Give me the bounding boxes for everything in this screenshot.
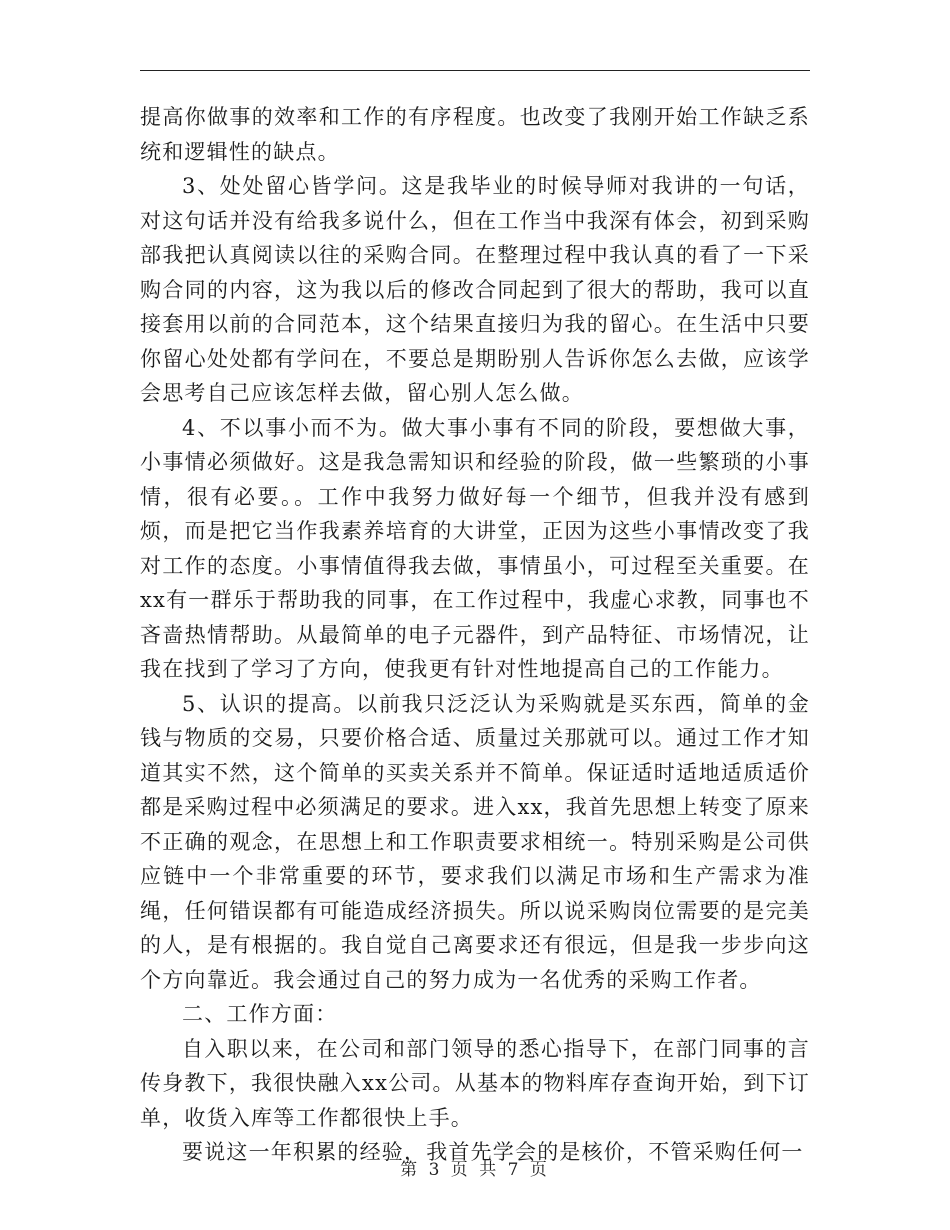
section-heading-work: 二、工作方面： bbox=[182, 1002, 338, 1026]
paragraph-item-5: 5、认识的提高。以前我只泛泛认为采购就是买东西，简单的金钱与物质的交易，只要价格合适、质量过关那就可以。通过工作才知道其实不然，这个简单的买卖关系并不简单。保证适时适地适质适价都是采购过程中必须满足的要求。进入xx，我首先思想上转变了原来不正确的观念，在思想上和工作职责要求相统一。特别采购是公司供应链中一个非常重要的环节，要求我们以满足市场和生产需求为准绳，任何错误都有可能造成经济损失。所以说采购岗位需要的是完美的人，是有根据的。我自觉自己离要求还有很远，但是我一步步向这个方向靠近。我会通过自己的努力成为一名优秀的采购工作者。 bbox=[140, 691, 810, 992]
paragraph-continuation: 提高你做事的效率和工作的有序程度。也改变了我刚开始工作缺乏系统和逻辑性的缺点。 bbox=[140, 105, 810, 164]
page-number: 第 3 页 共 7 页 bbox=[400, 1160, 550, 1180]
document-body bbox=[140, 100, 810, 1170]
paragraph-experience: 要说这一年积累的经验，我首先学会的是核价，不管采购任何一 bbox=[182, 1140, 804, 1164]
paragraph-item-4: 4、不以事小而不为。做大事小事有不同的阶段，要想做大事，小事情必须做好。这是我急需知识和经验的阶段，做一些繁琐的小事情，很有必要。。工作中我努力做好每一个细节，但我并没有感到烦，而是把它当作我素养培育的大讲堂，正因为这些小事情改变了我对工作的态度。小事情值得我去做，事情虽小，可过程至关重要。在xx有一群乐于帮助我的同事，在工作过程中，我虚心求教，同事也不吝啬热情帮助。从最简单的电子元器件，到产品特征、市场情况，让我在找到了学习了方向，使我更有针对性地提高自己的工作能力。 bbox=[140, 415, 810, 681]
paragraph-work-intro: 自入职以来，在公司和部门领导的悉心指导下，在部门同事的言传身教下，我很快融入xx公司。从基本的物料库存查询开始，到下订单，收货入库等工作都很快上手。 bbox=[140, 1036, 810, 1130]
header-rule bbox=[140, 70, 810, 71]
paragraph-item-3: 3、处处留心皆学问。这是我毕业的时候导师对我讲的一句话，对这句话并没有给我多说什么，但在工作当中我深有体会，初到采购部我把认真阅读以往的采购合同。在整理过程中我认真的看了一下采购合同的内容，这为我以后的修改合同起到了很大的帮助，我可以直接套用以前的合同范本，这个结果直接归为我的留心。在生活中只要你留心处处都有学问在，不要总是期盼别人告诉你怎么去做，应该学会思考自己应该怎样去做，留心别人怎么做。 bbox=[140, 174, 810, 405]
